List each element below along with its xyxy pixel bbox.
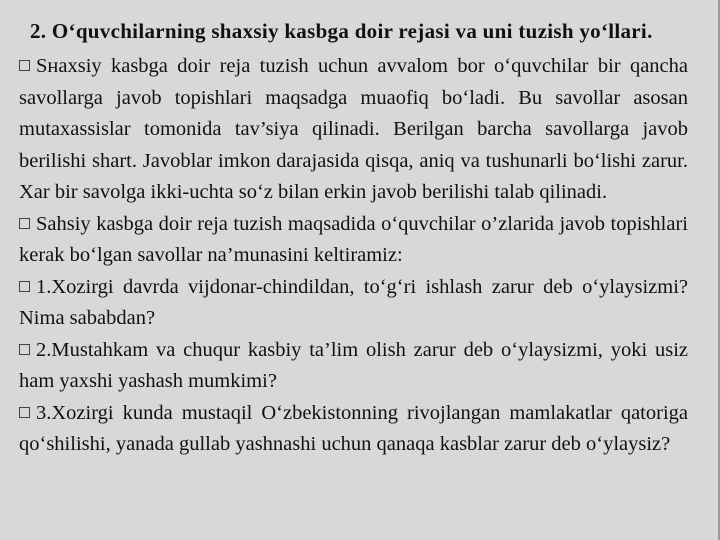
bullet-icon: [19, 218, 30, 229]
section-heading: 2. O‘quvchilarning shaxsiy kasbga doir rejasi va uni tuzish yo‘llari.: [30, 19, 653, 43]
paragraph-text: Sнaxsiy kasbga doir reja tuzish uchun avvalom bor o‘quvchilar bir qancha savollarga javob topishlari maqsadga muaofiq bo‘ladi. Bu savollar asosan mutaxassislar tomonida tav’siya qilinadi. Berilgan barcha savollarga javob berilishi shart. Javoblar imkon darajasida qisqa, aniq va tushunarli bo‘lishi zarur. Xar bir savolga ikki-uchta so‘z bilan erkin javob berilishi talab qilinadi.: [19, 55, 688, 203]
paragraph-text: Sahsiy kasbga doir reja tuzish maqsadida o‘quvchilar o’zlarida javob topishlari kerak bo‘lgan savollar na’munasini keltiramiz:: [19, 212, 688, 266]
question-3: [19, 398, 688, 461]
bullet-icon: [19, 281, 30, 292]
paragraph-intro: [19, 51, 688, 209]
bullet-icon: [19, 344, 30, 355]
question-2: [19, 335, 688, 398]
question-1: [19, 272, 688, 335]
bullet-icon: [19, 60, 30, 71]
question-text: 1.Xozirgi davrda vijdonar-chindildan, to‘g‘ri ishlash zarur deb o‘ylaysizmi? Nima sababdan?: [19, 275, 688, 329]
question-text: 3.Xozirgi kunda mustaqil O‘zbekistonning rivojlangan mamlakatlar qatoriga qo‘shilishi, yanada gullab yashnashi uchun qanaqa kasblar zarur deb o‘ylaysiz?: [19, 401, 688, 455]
paragraph-lead: [19, 209, 688, 272]
question-text: 2.Mustahkam va chuqur kasbiy ta’lim olish zarur deb o‘ylaysizmi, yoki usiz ham yaxshi yashash mumkimi?: [19, 338, 688, 392]
bullet-icon: [19, 407, 30, 418]
